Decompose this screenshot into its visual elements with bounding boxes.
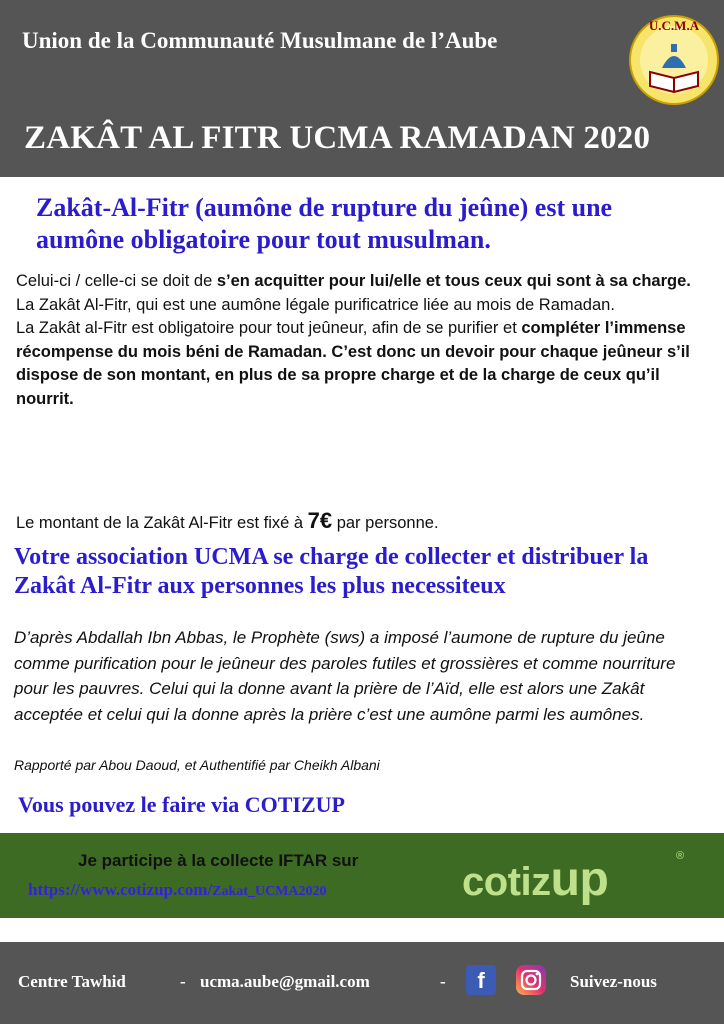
- hadith-source: Rapporté par Abou Daoud, et Authentifié par Cheikh Albani: [14, 757, 380, 773]
- registered-mark: ®: [676, 850, 685, 862]
- body-text: [16, 270, 710, 412]
- cotizup-logo: cotizup: [462, 853, 609, 906]
- amount-line: Le montant de la Zakât Al-Fitr est fixé à 7€ par personne.: [16, 508, 439, 533]
- footer-email[interactable]: ucma.aube@gmail.com: [200, 972, 370, 991]
- svg-text:U.C.M.A: U.C.M.A: [648, 18, 700, 33]
- cotizup-heading: Vous pouvez le faire via COTIZUP: [18, 792, 345, 817]
- intro-heading: Zakât-Al-Fitr (aumône de rupture du jeûne) est une aumône obligatoire pour tout musulman.: [36, 193, 613, 254]
- cotizup-link[interactable]: https://www.cotizup.com/Zakat_UCMA2020: [28, 880, 327, 899]
- facebook-icon[interactable]: f: [466, 965, 496, 995]
- follow-us-label: Suivez-nous: [570, 972, 657, 991]
- paragraph-purification: La Zakât Al-Fitr, qui est une aumône légale purificatrice liée au mois de Ramadan.: [16, 295, 615, 314]
- paragraph-charge: Celui-ci / celle-ci se doit de s’en acquitter pour lui/elle et tous ceux qui sont à sa charge.: [16, 272, 691, 290]
- ucma-logo: [628, 14, 720, 106]
- cta-band: [0, 833, 724, 918]
- org-name: Union de la Communauté Musulmane de l’Aube: [22, 28, 498, 53]
- hadith-text: D’après Abdallah Ibn Abbas, le Prophète (sws) a imposé l’aumone de rupture du jeûne comme purification pour le jeûneur des paroles futiles et grossières et comme nourriture pour les pauvres. Celui qui la donne avant la prière de l’Aïd, elle est alors une Zakât acceptée et celui qui la donne après la prière c’est une aumône parmi les aumônes.: [14, 628, 676, 724]
- association-heading: Votre association UCMA se charge de collecter et distribuer la Zakât Al-Fitr aux personnes les plus necessiteux: [14, 544, 649, 600]
- footer-separator: -: [440, 972, 446, 991]
- paragraph-obligation: La Zakât al-Fitr est obligatoire pour tout jeûneur, afin de se purifier et compléter l’immense récompense du mois béni de Ramadan. C’est donc un devoir pour chaque jeûneur s’il dispose de son montant, en plus de sa propre charge et de la charge de ceux qu’il nourrit.: [16, 319, 690, 408]
- amount-value: 7€: [307, 508, 333, 533]
- footer-center-name: Centre Tawhid: [18, 972, 126, 991]
- main-title: ZAKÂT AL FITR UCMA RAMADAN 2020: [24, 120, 651, 156]
- footer-separator: -: [180, 972, 186, 991]
- cta-label: Je participe à la collecte IFTAR sur: [78, 851, 359, 870]
- instagram-icon[interactable]: [515, 964, 547, 996]
